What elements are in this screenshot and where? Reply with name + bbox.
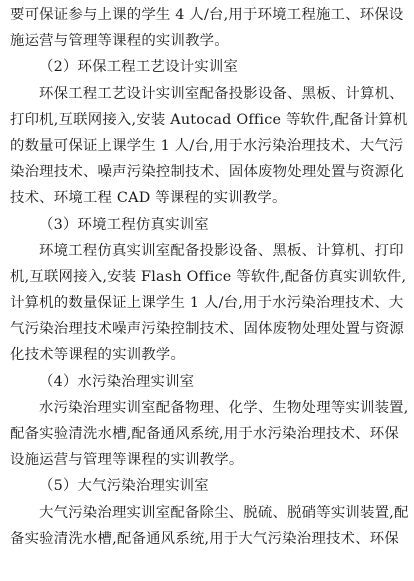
paragraph-first-line: 大气污染治理实训室配备除尘、脱硫、脱硝等实训装置,配: [39, 504, 409, 521]
body-text-line: 配备实验清洗水槽,配备通风系统,用于水污染治理技术、环保: [10, 426, 399, 442]
body-text-line: 打印机,互联网接入,安装 Autocad Office 等软件,配备计算机: [10, 111, 408, 128]
body-text-line: 机,互联网接入,安装 Flash Office 等软件,配备仿真实训软件,: [10, 268, 407, 285]
body-text-line: 的数量可保证上课学生 1 人/台,用于水污染治理技术、大气污: [10, 137, 404, 154]
body-text-line: 施运营与管理等课程的实训教学。: [10, 33, 229, 50]
body-text-line: 化技术等课程的实训教学。: [10, 347, 186, 364]
body-text-line: 技术、环境工程 CAD 等课程的实训教学。: [10, 190, 287, 207]
body-text-line: 备实验清洗水槽,配备通风系统,用于大气污染治理技术、环保: [10, 530, 399, 547]
body-text-line: 染治理技术、噪声污染控制技术、固体废物处理处置与资源化: [10, 164, 404, 181]
document-page: [10, 2, 410, 552]
paragraph-first-line: 环保工程工艺设计实训室配备投影设备、黑板、计算机、: [39, 85, 404, 102]
body-text-line: 计算机的数量保证上课学生 1 人/台,用于水污染治理技术、大: [10, 295, 404, 312]
body-text-line: 气污染治理技术噪声污染控制技术、固体废物处理处置与资源: [10, 321, 404, 338]
paragraph-first-line: 环境工程仿真实训室配备投影设备、黑板、计算机、打印: [39, 242, 404, 259]
section-heading-4: （4）水污染治理实训室: [39, 373, 195, 390]
body-text-line: 设施运营与管理等课程的实训教学。: [10, 452, 244, 469]
section-heading-5: （5）大气污染治理实训室: [39, 478, 209, 495]
section-heading-3: （3）环境工程仿真实训室: [39, 216, 209, 233]
paragraph-first-line: 水污染治理实训室配备物理、化学、生物处理等实训装置,: [39, 399, 409, 416]
body-text-line: 要可保证参与上课的学生 4 人/台,用于环境工程施工、环保设: [10, 7, 404, 23]
section-heading-2: （2）环保工程工艺设计实训室: [39, 59, 239, 76]
